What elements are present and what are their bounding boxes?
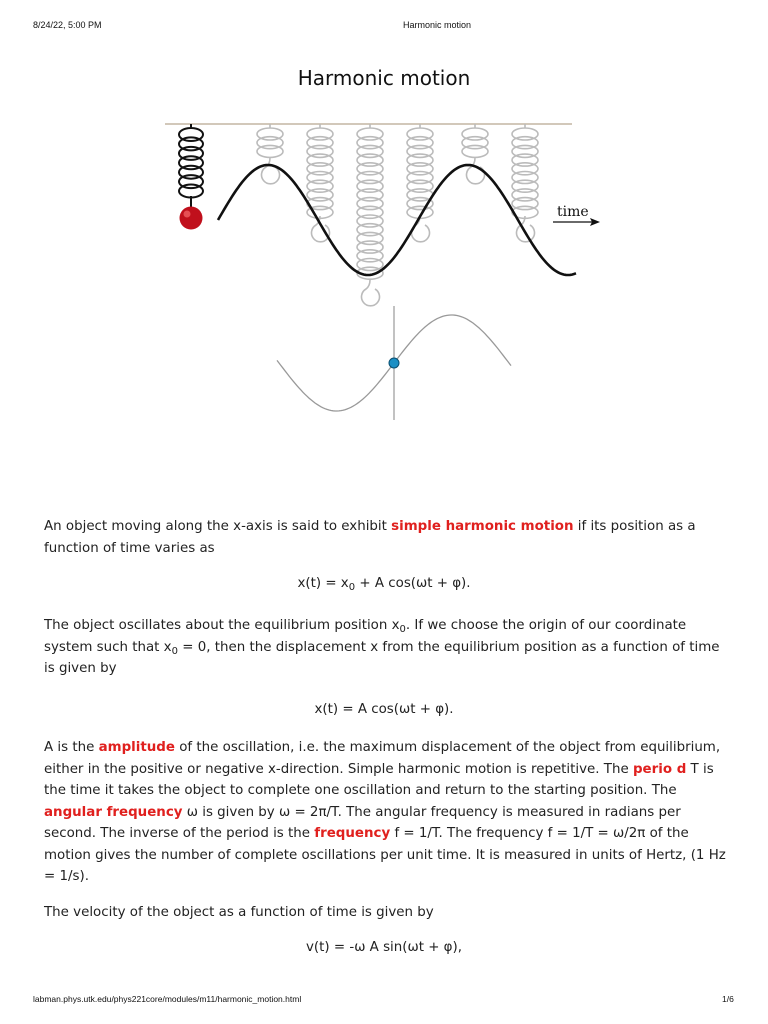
equation-position-general: $x(t) = x_0 + A$ cos(ωt + φ). bbox=[297, 576, 471, 593]
keyword-amplitude[interactable]: amplitude bbox=[98, 740, 175, 755]
equation-position: x(t) = A cos(ωt + φ). bbox=[314, 702, 454, 717]
page-title: Harmonic motion bbox=[297, 66, 471, 90]
paragraph-equilibrium: The object oscillates about the equilibrium position $x_0$. If we choose the origin of our coordinate system such that $x_0 = 0$, then the displacement x from the equilibrium position as a function of time is given by bbox=[44, 618, 720, 676]
moving-point bbox=[389, 358, 399, 368]
paragraph-intro: An object moving along the x-axis is said to exhibit simple harmonic motion if its position as a function of time varies as bbox=[44, 519, 696, 556]
keyword-period[interactable]: perio d bbox=[632, 761, 687, 777]
paragraph-amplitude-period: A is the amplitude of the oscillation, i.e. the maximum displacement of the object from equilibrium, either in the positive or negative x-direction. Simple harmonic motion is repetitive. The perio d T is the time it takes the object to complete one oscillation and return to the starting position. The angular frequency ω is given by ω = 2π/T. The angular frequency is measured in radians per second. The inverse of the period is the frequency f = 1/T. The frequency f = 1/T = ω/2π of the motion gives the number of complete oscillations per unit time. It is measured in units of Hertz, (1 Hz = 1/s). bbox=[44, 740, 726, 884]
print-footer-url: labman.phys.utk.edu/phys221core/modules/m11/harmonic_motion.html bbox=[33, 994, 302, 1004]
keyword-simple-harmonic-motion[interactable]: simple harmonic motion bbox=[391, 519, 574, 534]
print-header-datetime: 8/24/22, 5:00 PM bbox=[33, 20, 102, 30]
paragraph-velocity: The velocity of the object as a function of time is given by bbox=[44, 905, 434, 920]
equation-velocity: v(t) = -ω A sin(ωt + φ), bbox=[306, 940, 462, 955]
sine-figure bbox=[0, 0, 768, 430]
keyword-angular-frequency[interactable]: angular frequency bbox=[44, 804, 183, 820]
time-label: time bbox=[557, 204, 589, 220]
print-footer-page: 1/6 bbox=[722, 994, 734, 1004]
keyword-frequency[interactable]: frequency bbox=[314, 826, 391, 841]
print-header-title: Harmonic motion bbox=[403, 20, 472, 30]
